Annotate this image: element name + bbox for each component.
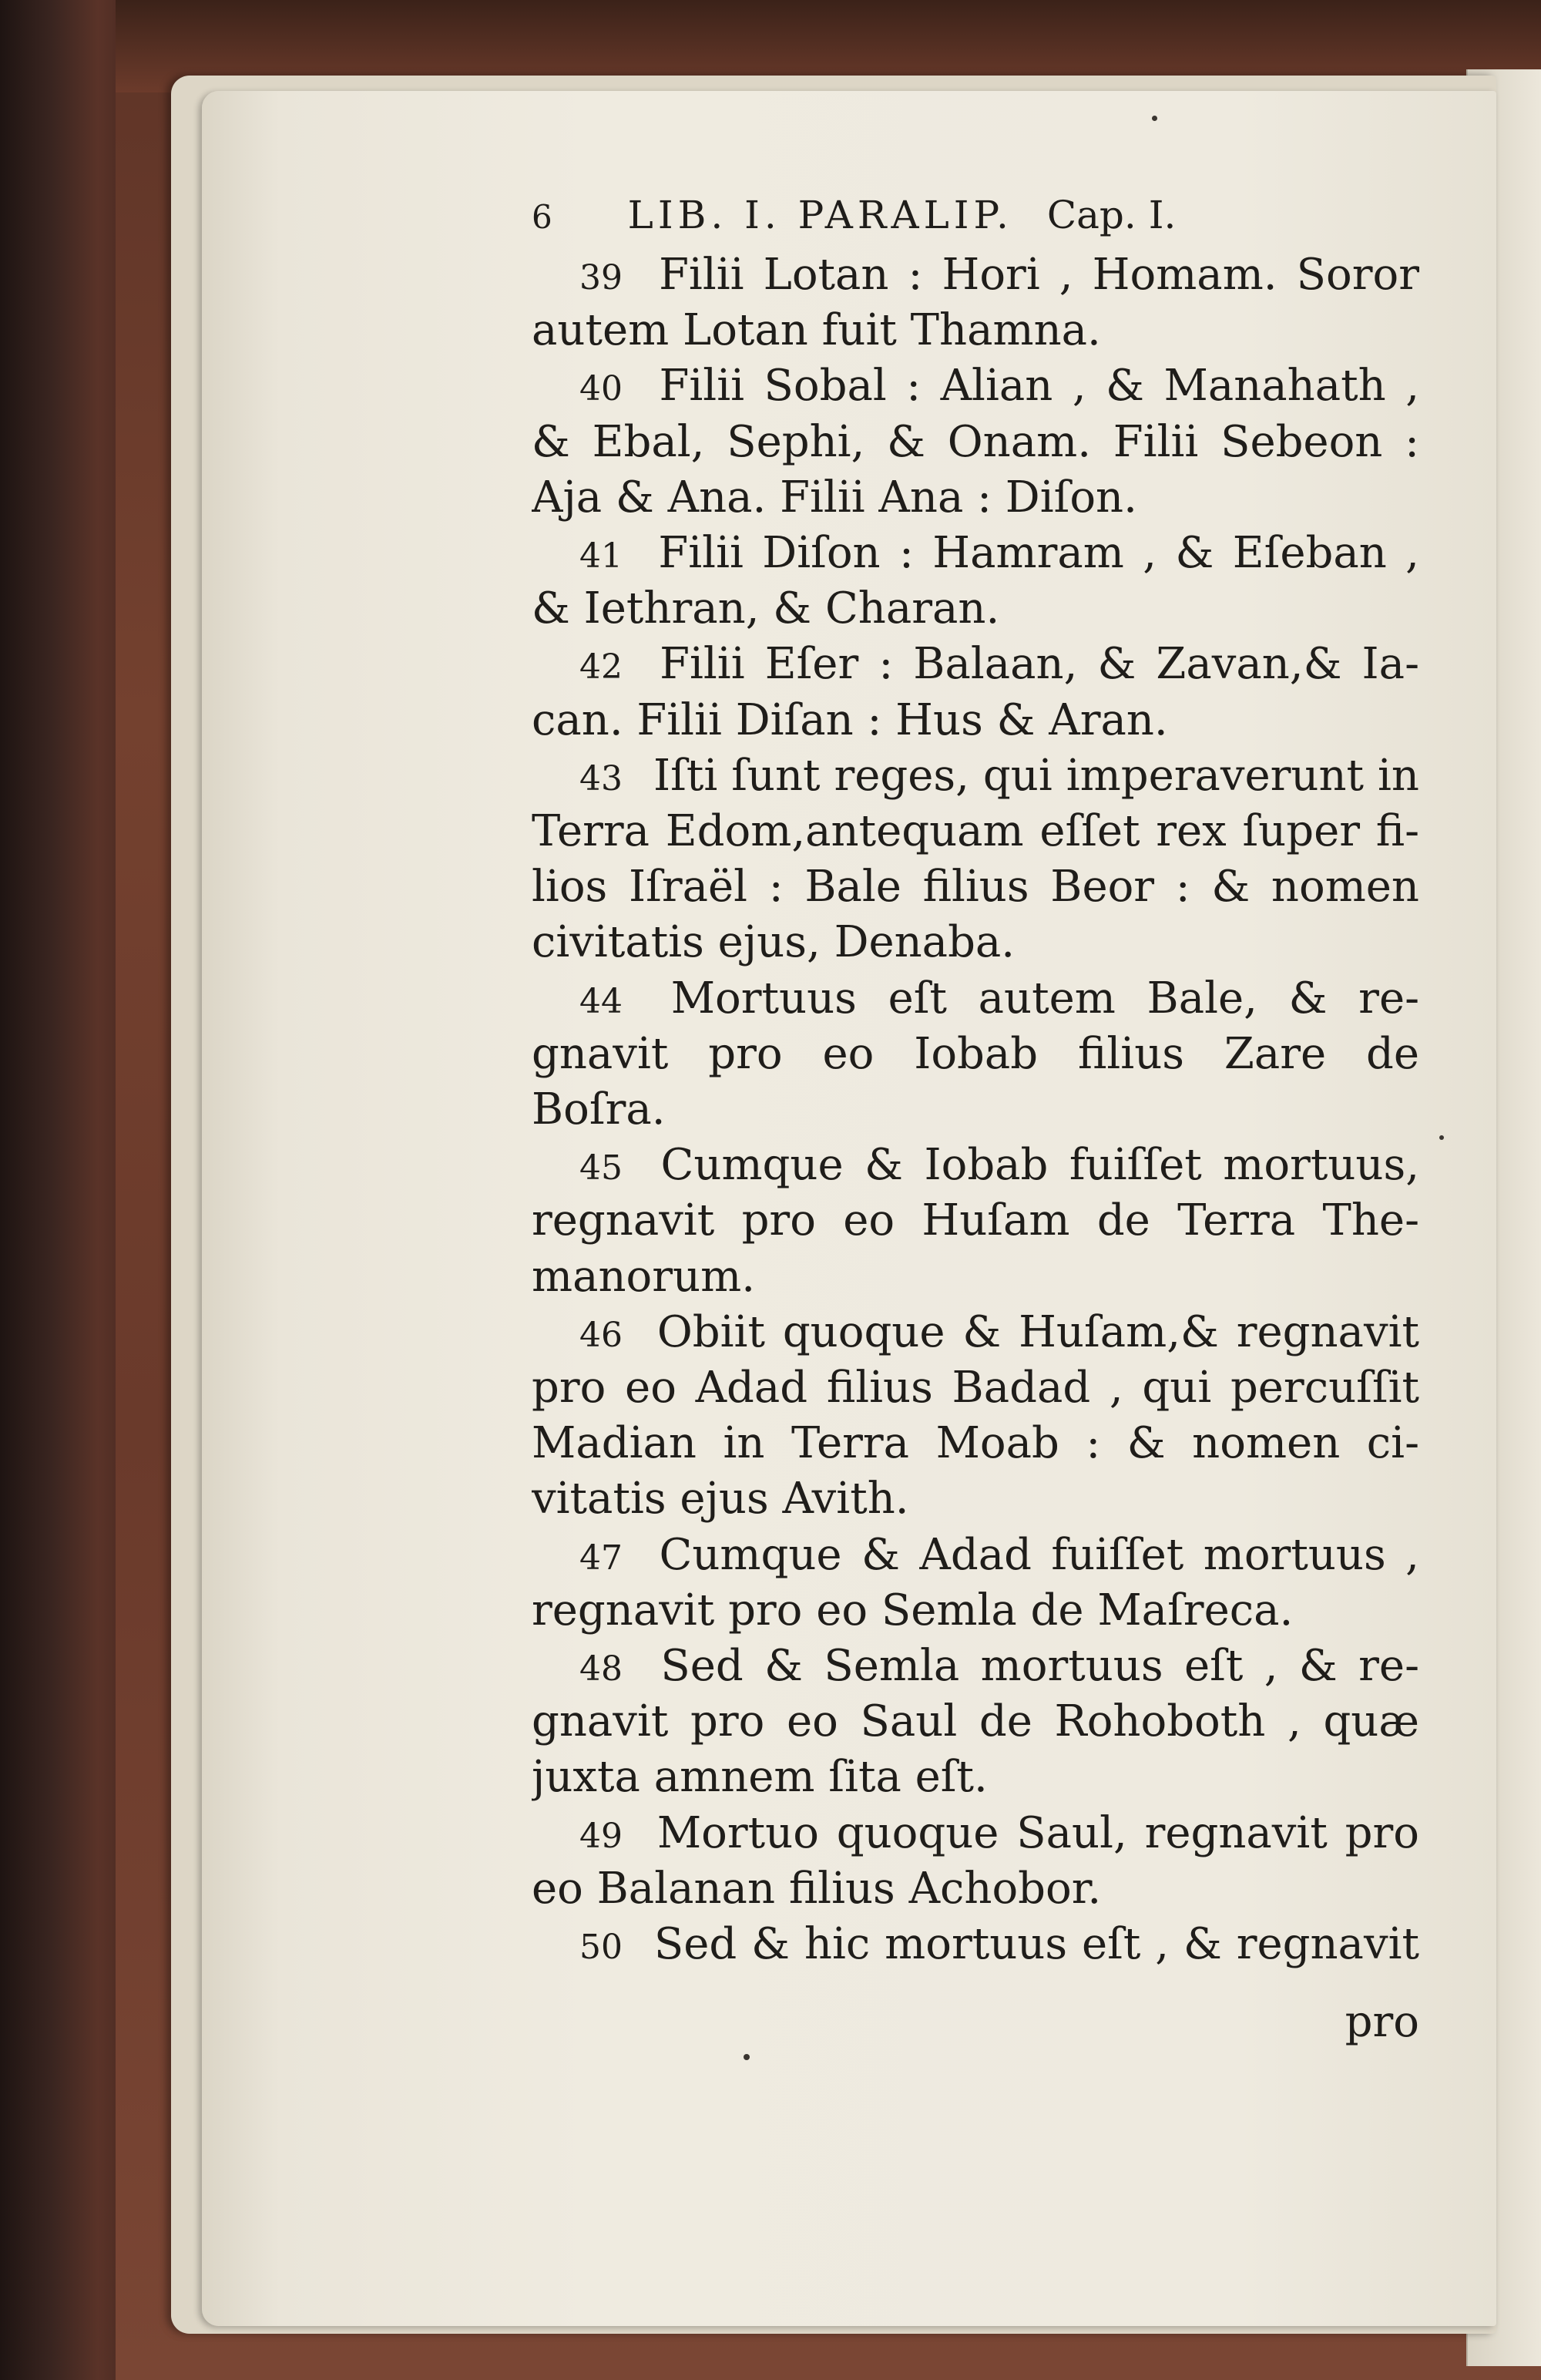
page-number: 6 <box>532 198 557 236</box>
verse-number: 43 <box>579 759 623 798</box>
verse-line-40 <box>532 356 1419 416</box>
text-line <box>532 1581 1419 1641</box>
line-text: Boſra. <box>532 1084 666 1135</box>
text-line <box>532 1024 1419 1084</box>
line-text: Filii Lotan : Hori , Homam. Soror <box>659 250 1419 300</box>
line-text: Mortuo quoque Saul, regnavit pro <box>656 1808 1419 1858</box>
line-text: regnavit pro eo Semla de Maſreca. <box>532 1585 1294 1635</box>
line-text: Madian in Terra Moab : & nomen ci- <box>532 1418 1419 1468</box>
line-text: Aja & Ana. Filii Ana : Diſon. <box>532 472 1137 523</box>
ink-speck <box>744 2054 750 2060</box>
verse-number: 49 <box>579 1817 623 1856</box>
text-line <box>532 1080 1419 1140</box>
text-line <box>532 1191 1419 1251</box>
line-text: autem Lotan fuit Thamna. <box>532 305 1101 355</box>
text-line <box>532 1358 1419 1418</box>
line-text: pro eo Adad filius Badad , qui percuſſit <box>532 1363 1419 1413</box>
text-line <box>532 857 1419 917</box>
verse-number: 50 <box>579 1928 623 1967</box>
text-line <box>532 1692 1419 1752</box>
line-text: Sed & Semla mortuus eſt , & re- <box>660 1641 1419 1691</box>
verse-line-45 <box>532 1135 1419 1195</box>
line-text: civitatis ejus, Denaba. <box>532 917 1016 967</box>
text-line <box>532 301 1419 361</box>
line-text: regnavit pro eo Huſam de Terra The- <box>532 1195 1419 1245</box>
verse-number: 44 <box>579 982 623 1021</box>
verse-line-44 <box>532 969 1419 1029</box>
verse-number: 39 <box>579 258 623 298</box>
verse-line-43 <box>532 746 1419 806</box>
line-text: Filii Sobal : Alian , & Manahath , <box>659 361 1419 411</box>
ink-speck <box>1152 116 1157 121</box>
line-text: & Iethran, & Charan. <box>532 583 1000 634</box>
ink-speck <box>1439 1135 1444 1140</box>
line-text: Obiit quoque & Huſam,& regnavit <box>656 1307 1419 1357</box>
verse-number: 47 <box>579 1538 623 1578</box>
line-text: Cumque & Adad fuiſſet mortuus , <box>659 1530 1419 1580</box>
verse-number: 40 <box>579 369 623 408</box>
line-text: Cumque & Iobab fuiſſet mortuus, <box>660 1140 1419 1190</box>
text-line <box>532 412 1419 472</box>
text-line <box>532 1859 1419 1919</box>
text-line <box>532 579 1419 639</box>
verse-line-50 <box>532 1914 1419 1975</box>
verse-number: 45 <box>579 1148 623 1188</box>
text-line <box>532 1469 1419 1529</box>
verse-line-39 <box>532 245 1419 305</box>
verse-line-47 <box>532 1525 1419 1585</box>
line-text: Terra Edom,antequam eſſet rex ſuper fi- <box>532 806 1419 856</box>
verse-line-49 <box>532 1803 1419 1864</box>
verse-number: 48 <box>579 1649 623 1689</box>
verse-number: 41 <box>579 536 623 576</box>
line-text: lios Iſraël : Bale filius Beor : & nomen <box>532 862 1419 912</box>
verse-number: 42 <box>579 647 623 687</box>
text-line <box>532 1414 1419 1474</box>
verse-line-41 <box>532 523 1419 583</box>
text-line <box>532 1747 1419 1807</box>
line-text: gnavit pro eo Saul de Rohoboth , quæ <box>532 1696 1419 1746</box>
line-text: vitatis ejus Avith. <box>532 1474 909 1524</box>
verse-line-42 <box>532 634 1419 694</box>
chapter-label: Cap. I. <box>1046 193 1177 237</box>
text-line <box>532 1247 1419 1307</box>
line-text: manorum. <box>532 1252 756 1302</box>
text-line <box>532 913 1419 973</box>
verse-number: 46 <box>579 1316 623 1355</box>
line-text: Sed & hic mortuus eſt , & regnavit <box>653 1919 1419 1969</box>
line-text: & Ebal, Sephi, & Onam. Filii Sebeon : <box>532 417 1419 467</box>
line-text: juxta amnem ſita eſt. <box>532 1752 988 1802</box>
running-header <box>532 185 1419 245</box>
text-line <box>532 691 1419 751</box>
text-line <box>532 468 1419 528</box>
line-text: Filii Diſon : Hamram , & Eſeban , <box>658 528 1419 578</box>
text-line <box>532 802 1419 862</box>
line-text: gnavit pro eo Iobab filius Zare de <box>532 1029 1419 1079</box>
line-text: eo Balanan filius Achobor. <box>532 1864 1102 1914</box>
line-text: Filii Eſer : Balaan, & Zavan,& Ia- <box>660 639 1419 689</box>
page-text <box>509 0 1433 2380</box>
line-text: can. Filii Diſan : Hus & Aran. <box>532 695 1168 745</box>
line-text: Mortuus eſt autem Bale, & re- <box>670 973 1419 1024</box>
line-text: Iſti ſunt reges, qui imperaverunt in <box>653 751 1419 801</box>
running-title: LIB. I. PARALIP. <box>627 193 1013 237</box>
catchword: pro <box>1345 1997 1419 2047</box>
book-binding <box>0 0 131 2380</box>
verse-line-46 <box>532 1303 1419 1363</box>
verse-line-48 <box>532 1636 1419 1696</box>
